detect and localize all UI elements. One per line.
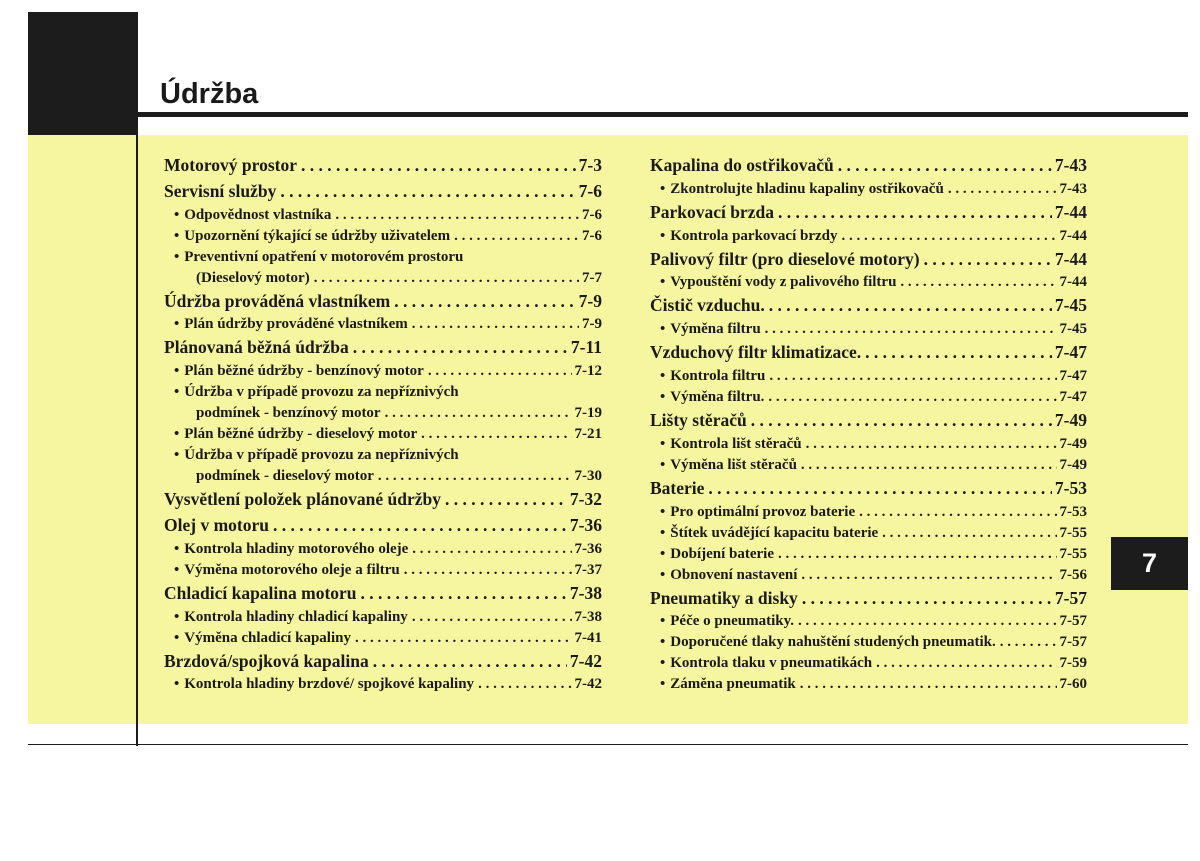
toc-subentry[interactable] [164,674,602,695]
dot-leader [865,340,1052,366]
margin-rule [136,12,138,746]
toc-section-entry[interactable] [164,649,602,675]
toc-page-number: 7-12 [574,363,602,380]
bullet-icon: • [174,248,180,265]
dot-leader [273,513,567,539]
dot-leader [353,335,568,361]
dot-leader [385,403,572,424]
toc-page-number: 7-9 [582,316,602,333]
toc-entry-label: Výměna filtru. [670,388,765,405]
toc-section-entry[interactable] [650,476,1087,502]
toc-page-number: 7-47 [1054,342,1087,363]
toc-page-number: 7-49 [1059,456,1087,473]
toc-entry-label: (Dieselový motor) [196,269,310,286]
dot-leader [445,487,567,513]
toc-page-number: 7-6 [582,227,602,244]
toc-entry-label: Kontrola parkovací brzdy [670,227,838,244]
toc-subentry[interactable] [650,179,1087,200]
bullet-icon: • [660,613,666,630]
toc-entry-label: Plánovaná běžná údržba [164,337,349,358]
dot-leader [361,581,567,607]
toc-subentry[interactable] [650,272,1087,293]
toc-entry-label: Plán běžné údržby - dieselový motor [184,426,418,443]
dot-leader [355,628,572,649]
bullet-icon: • [174,426,180,443]
bullet-icon: • [174,608,180,625]
toc-subentry[interactable] [650,502,1087,523]
toc-page-number: 7-6 [582,206,602,223]
toc-page-number: 7-38 [569,582,602,603]
toc-page-number: 7-44 [1059,274,1087,291]
toc-subentry[interactable] [164,361,602,382]
toc-page-number: 7-9 [578,290,602,311]
bottom-rule [28,744,1188,745]
dot-leader [842,226,1057,247]
bullet-icon: • [174,363,180,380]
toc-entry-label: Výměna chladicí kapaliny [184,629,351,646]
toc-subentry[interactable] [164,607,602,628]
toc-page-number: 7-45 [1059,321,1087,338]
toc-entry-label: Štítek uvádějící kapacitu baterie [670,524,879,541]
dot-leader [948,179,1057,200]
toc-page-number: 7-47 [1059,367,1087,384]
dot-leader [394,289,575,315]
dot-leader [404,560,572,581]
dot-leader [882,523,1056,544]
toc-subentry[interactable] [650,523,1087,544]
bullet-icon: • [660,274,666,291]
dot-leader [859,502,1056,523]
dot-leader [335,205,579,226]
bullet-icon: • [660,367,666,384]
toc-entry-label: Kontrola filtru [670,367,766,384]
toc-entry-label: Lišty stěračů [650,409,747,430]
dot-leader [769,366,1056,387]
bullet-icon: • [660,321,666,338]
toc-entry-label: Pneumatiky a disky [650,587,798,608]
toc-entry-label: Záměna pneumatik [670,676,796,693]
toc-page-number: 7-56 [1059,566,1087,583]
toc-entry-label: Péče o pneumatiky. [670,613,795,630]
toc-entry-label: Zkontrolujte hladinu kapaliny ostřikovačů [670,180,944,197]
dot-leader [708,476,1052,502]
dot-leader [801,455,1057,476]
toc-subentry[interactable] [164,205,602,226]
toc-section-entry[interactable] [650,200,1087,226]
toc-page-number: 7-44 [1054,201,1087,222]
toc-entry-label: Plán údržby prováděné vlastníkem [184,316,408,333]
toc-section-entry[interactable] [650,408,1087,434]
toc-page-number: 7-44 [1054,248,1087,269]
toc-page-number: 7-44 [1059,227,1087,244]
dot-leader [778,200,1052,226]
dot-leader [768,387,1056,408]
toc-page-number: 7-43 [1054,155,1087,175]
toc-page-number: 7-42 [574,676,602,693]
toc-section-entry[interactable] [164,513,602,539]
dot-leader [301,153,576,179]
bullet-icon: • [174,447,180,464]
toc-subentry[interactable] [164,314,602,335]
bullet-icon: • [174,629,180,646]
toc-entry-label: Odpovědnost vlastníka [184,206,332,223]
toc-subentry[interactable] [650,565,1087,586]
toc-subentry[interactable] [164,628,602,649]
toc-subentry-continuation[interactable] [164,268,602,289]
toc-entry-label: Údržba v případě provozu za nepříznivých [184,447,459,464]
toc-section-entry[interactable] [164,487,602,513]
toc-page-number: 7-32 [569,489,602,510]
toc-page-number: 7-55 [1059,524,1087,541]
dot-leader [412,314,579,335]
toc-section-entry[interactable] [164,153,602,179]
toc-entry-label: Plán běžné údržby - benzínový motor [184,363,424,380]
dot-leader [802,586,1052,612]
toc-subentry[interactable] [650,366,1087,387]
toc-section-entry[interactable] [650,586,1087,612]
toc-section-entry[interactable] [650,153,1087,179]
toc-column-left [164,153,602,695]
toc-entry-label: Motorový prostor [164,155,298,175]
toc-subentry[interactable] [650,611,1087,632]
toc-subentry[interactable] [650,387,1087,408]
toc-page-number: 7-49 [1054,409,1087,430]
dot-leader [412,607,572,628]
toc-page-number: 7-43 [1059,180,1087,197]
toc-entry-label: Vypouštění vody z palivového filtru [670,274,897,291]
toc-subentry[interactable] [164,226,602,247]
toc-page-number: 7-60 [1059,676,1087,693]
dot-leader [778,544,1057,565]
toc-entry-label: Palivový filtr (pro dieselové motory) [650,248,920,269]
bullet-icon: • [660,676,666,693]
toc-entry-label: Baterie [650,477,705,498]
toc-entry-label: Kapalina do ostřikovačů [650,155,834,175]
toc-entry-label: Obnovení nastavení [670,566,798,583]
toc-column-right [650,153,1087,695]
dot-leader [900,272,1056,293]
toc-subentry-continuation[interactable] [164,466,602,487]
toc-page-number: 7-38 [574,608,602,625]
toc-page-number: 7-42 [569,650,602,671]
toc-entry-label: Chladicí kapalina motoru [164,582,357,603]
toc-entry-label: Údržba v případě provozu za nepříznivých [184,384,459,401]
bullet-icon: • [174,540,180,557]
toc-page-number: 7-11 [570,337,602,358]
toc-page-number: 7-41 [574,629,602,646]
toc-section-entry[interactable] [164,289,602,315]
toc-section-entry[interactable] [164,335,602,361]
bullet-icon: • [660,456,666,473]
toc-page-number: 7-37 [574,561,602,578]
toc-subentry[interactable] [650,434,1087,455]
page-title: Údržba [160,78,259,110]
toc-page-number: 7-49 [1059,435,1087,452]
dot-leader [769,293,1052,319]
bullet-icon: • [174,676,180,693]
toc-entry-label: podmínek - benzínový motor [196,405,381,422]
toc-entry-label: Údržba prováděná vlastníkem [164,290,391,311]
toc-page-number: 7-19 [574,405,602,422]
toc-page-number: 7-55 [1059,545,1087,562]
bullet-icon: • [660,655,666,672]
dot-leader [454,226,579,247]
toc-entry-label: Parkovací brzda [650,201,774,222]
bullet-icon: • [660,388,666,405]
dot-leader [280,179,575,205]
toc-subentry[interactable] [164,382,602,403]
dot-leader [421,424,571,445]
toc-entry-label: podmínek - dieselový motor [196,468,374,485]
dot-leader [806,434,1057,455]
toc-page-number: 7-57 [1059,613,1087,630]
bullet-icon: • [660,545,666,562]
toc-entry-label: Čistič vzduchu. [650,295,765,316]
toc-subentry[interactable] [650,226,1087,247]
toc-section-entry[interactable] [650,293,1087,319]
toc-entry-label: Kontrola tlaku v pneumatikách [670,655,873,672]
toc-page-number: 7-53 [1054,477,1087,498]
dot-leader [478,674,571,695]
dot-leader [751,408,1052,434]
dot-leader [373,649,567,675]
toc-page-number: 7-3 [578,155,602,175]
toc-entry-label: Servisní služby [164,180,277,201]
toc-subentry[interactable] [164,445,602,466]
toc-subentry[interactable] [164,560,602,581]
toc-section-entry[interactable] [164,179,602,205]
toc-entry-label: Kontrola hladiny chladicí kapaliny [184,608,408,625]
toc-page-number: 7-21 [574,426,602,443]
toc-page-number: 7-7 [582,269,602,286]
toc-entry-label: Výměna lišt stěračů [670,456,797,473]
toc-section-entry[interactable] [650,340,1087,366]
dot-leader [412,539,571,560]
dot-leader [876,653,1056,674]
chapter-number: 7 [1141,548,1158,578]
bullet-icon: • [660,227,666,244]
toc-section-entry[interactable] [650,247,1087,273]
toc-page-number: 7-57 [1054,587,1087,608]
bullet-icon: • [174,316,180,333]
toc-entry-label: Brzdová/spojková kapalina [164,650,369,671]
bullet-icon: • [660,634,666,651]
toc-subentry-continuation[interactable] [164,403,602,424]
toc-entry-label: Kontrola hladiny motorového oleje [184,540,409,557]
chapter-header-block [28,12,137,135]
toc-entry-label: Upozornění týkající se údržby uživatelem [184,227,451,244]
toc-page-number: 7-57 [1059,634,1087,651]
dot-leader [924,247,1052,273]
toc-entry-label: Olej v motoru [164,514,269,535]
toc-entry-label: Výměna motorového oleje a filtru [184,561,400,578]
toc-subentry[interactable] [164,247,602,268]
toc-entry-label: Pro optimální provoz baterie [670,503,856,520]
bullet-icon: • [660,503,666,520]
dot-leader [765,319,1057,340]
toc-entry-label: Doporučené tlaky nahuštění studených pneumatik. [670,634,996,651]
bullet-icon: • [174,206,180,223]
dot-leader [798,611,1056,632]
dot-leader [801,565,1056,586]
bullet-icon: • [660,435,666,452]
toc-entry-label: Vysvětlení položek plánované údržby [164,489,441,510]
dot-leader [1000,632,1057,653]
toc-page-number: 7-45 [1054,295,1087,316]
bullet-icon: • [174,227,180,244]
toc-page-number: 7-53 [1059,503,1087,520]
toc-subentry[interactable] [650,544,1087,565]
dot-leader [428,361,572,382]
dot-leader [378,466,572,487]
toc-subentry[interactable] [650,455,1087,476]
toc-entry-label: Kontrola hladiny brzdové/ spojkové kapaliny [184,676,475,693]
dot-leader [314,268,579,289]
bullet-icon: • [660,566,666,583]
toc-subentry[interactable] [650,632,1087,653]
toc-subentry[interactable] [650,319,1087,340]
toc-page-number: 7-47 [1059,388,1087,405]
toc-page-number: 7-36 [574,540,602,557]
toc-entry-label: Vzduchový filtr klimatizace. [650,342,862,363]
toc-subentry[interactable] [164,424,602,445]
bullet-icon: • [660,524,666,541]
title-rule [137,112,1188,117]
toc-page-number: 7-30 [574,468,602,485]
toc-section-entry[interactable] [164,581,602,607]
toc-subentry[interactable] [650,653,1087,674]
toc-page-number: 7-36 [569,514,602,535]
bullet-icon: • [174,384,180,401]
toc-page-number: 7-59 [1059,655,1087,672]
dot-leader [800,674,1057,695]
toc-entry-label: Preventivní opatření v motorovém prostoru [184,248,464,265]
toc-entry-label: Dobíjení baterie [670,545,774,562]
bullet-icon: • [660,180,666,197]
chapter-tab[interactable] [1111,537,1188,590]
toc-subentry[interactable] [164,539,602,560]
toc-subentry[interactable] [650,674,1087,695]
bullet-icon: • [174,561,180,578]
toc-page-number: 7-6 [578,180,602,201]
toc-entry-label: Výměna filtru [670,321,761,338]
toc-entry-label: Kontrola lišt stěračů [670,435,802,452]
dot-leader [838,153,1052,179]
